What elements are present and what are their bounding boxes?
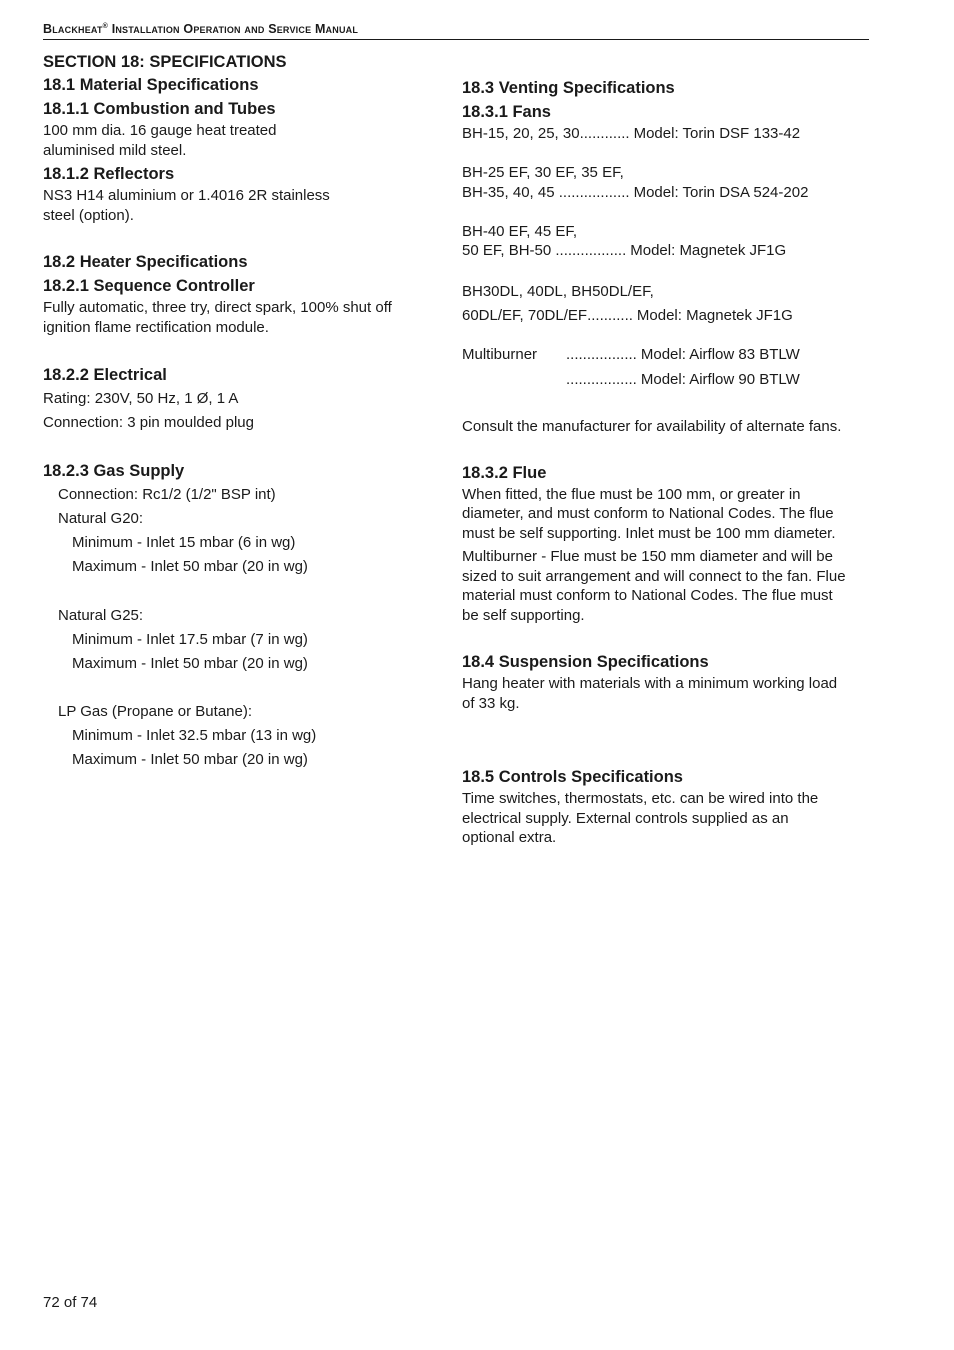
reflectors-text-2: steel (option). (43, 206, 134, 224)
fan-spec-row (462, 367, 872, 392)
heading-18-2: 18.2 Heater Specifications (43, 253, 248, 271)
electrical-connection: Connection: 3 pin moulded plug (43, 414, 254, 431)
leader-dots: ........... (587, 307, 633, 324)
heading-18-1-2: 18.1.2 Reflectors (43, 165, 175, 183)
controls-text-a: Time switches, thermostats, etc. can be wired into the (462, 790, 819, 807)
gas-connection: Connection: Rc1/2 (1/2" BSP int) (58, 486, 276, 503)
fan-spec-row (462, 241, 872, 260)
heading-18-3: 18.3 Venting Specifications (462, 79, 675, 97)
leader-dots: ................. (566, 371, 637, 388)
running-header (43, 22, 869, 40)
heading-18-2-2: 18.2.2 Electrical (43, 366, 167, 384)
leader-dots: ................. (558, 183, 630, 201)
fan-model: Model: Torin DSF 133-42 (633, 125, 801, 142)
g20-minimum: Minimum - Inlet 15 mbar (6 in wg) (72, 534, 296, 551)
heading-18-2-1: 18.2.1 Sequence Controller (43, 277, 255, 295)
fan-models: Multiburner (462, 346, 538, 363)
electrical-rating: Rating: 230V, 50 Hz, 1 Ø, 1 A (43, 390, 239, 407)
lp-label: LP Gas (Propane or Butane): (58, 703, 253, 720)
fan-spec-row (462, 124, 872, 143)
left-column (43, 52, 423, 772)
g25-label: Natural G25: (58, 607, 144, 624)
fan-model: Model: Airflow 83 BTLW (640, 346, 800, 363)
fan-models: 60DL/EF, 70DL/EF (462, 307, 588, 324)
header-brand: Blackheat (43, 22, 103, 36)
combustion-text-2: aluminised mild steel. (43, 141, 187, 159)
reflectors-text-1: NS3 H14 aluminium or 1.4016 2R stainless (43, 187, 330, 204)
fan-model: Model: Torin DSA 524-202 (633, 183, 809, 201)
fan-model: Model: Airflow 90 BTLW (640, 371, 800, 388)
suspension-text-b: of 33 kg. (462, 694, 520, 712)
flue-text-1b: diameter, and must conform to National Codes. The flue (462, 505, 834, 522)
page-number: 72 of 74 (43, 1294, 98, 1311)
flue-text-2a: Multiburner - Flue must be 150 mm diameter and will be (462, 548, 833, 565)
fan-model: Model: Magnetek JF1G (636, 307, 793, 324)
section-title: SECTION 18: SPECIFICATIONS (43, 53, 287, 71)
heading-18-5: 18.5 Controls Specifications (462, 768, 683, 786)
flue-text-2d: be self supporting. (462, 606, 585, 624)
leader-dots: ................. (555, 242, 627, 259)
heading-18-3-2: 18.3.2 Flue (462, 463, 547, 482)
right-column (462, 76, 872, 848)
flue-text-1c: must be self supporting. Inlet must be 100 mm diameter. (462, 524, 836, 542)
header-title: Installation Operation and Service Manual (108, 22, 359, 36)
fan-spec-row (462, 183, 872, 202)
heading-18-1-1: 18.1.1 Combustion and Tubes (43, 100, 276, 118)
fan-model: Model: Magnetek JF1G (630, 242, 787, 259)
leader-dots: ............ (579, 125, 630, 142)
registered-mark: ® (102, 22, 109, 30)
flue-text-2b: sized to suit arrangement and will connect to the fan. Flue (462, 567, 846, 585)
fan3-line1: BH-40 EF, 45 EF, (462, 222, 578, 240)
sequence-text-1: Fully automatic, three try, direct spark, 100% shut off (43, 299, 392, 316)
consult-note: Consult the manufacturer for availability of alternate fans. (462, 418, 842, 435)
sequence-text-2: ignition flame rectification module. (43, 318, 269, 336)
lp-minimum: Minimum - Inlet 32.5 mbar (13 in wg) (72, 727, 317, 744)
controls-text-c: optional extra. (462, 829, 557, 846)
g25-minimum: Minimum - Inlet 17.5 mbar (7 in wg) (72, 631, 308, 648)
heading-18-2-3: 18.2.3 Gas Supply (43, 462, 185, 480)
flue-text-2c: material must conform to National Codes. The flue must (462, 587, 833, 604)
leader-dots: ................. (566, 346, 637, 363)
heading-18-1: 18.1 Material Specifications (43, 76, 259, 94)
fan2-line1: BH-25 EF, 30 EF, 35 EF, (462, 164, 624, 181)
fan-models: BH-15, 20, 25, 30 (462, 125, 580, 142)
flue-text-1a: When fitted, the flue must be 100 mm, or greater in (462, 485, 801, 503)
suspension-text-a: Hang heater with materials with a minimum working load (462, 675, 838, 692)
heading-18-3-1: 18.3.1 Fans (462, 103, 551, 121)
g20-maximum: Maximum - Inlet 50 mbar (20 in wg) (72, 558, 308, 575)
fan-spec-row (462, 304, 872, 328)
heading-18-4: 18.4 Suspension Specifications (462, 653, 709, 671)
combustion-text-1: 100 mm dia. 16 gauge heat treated (43, 122, 277, 139)
g20-label: Natural G20: (58, 510, 144, 527)
g25-maximum: Maximum - Inlet 50 mbar (20 in wg) (72, 655, 308, 672)
controls-text-b: electrical supply. External controls supplied as an (462, 809, 789, 827)
fan4-line1: BH30DL, 40DL, BH50DL/EF, (462, 283, 654, 300)
lp-maximum: Maximum - Inlet 50 mbar (20 in wg) (72, 751, 308, 768)
fan-models: 50 EF, BH-50 (462, 242, 556, 259)
fan-models-blank (462, 367, 566, 392)
fan-models: BH-35, 40, 45 (462, 183, 559, 201)
fan-spec-row (462, 342, 872, 367)
